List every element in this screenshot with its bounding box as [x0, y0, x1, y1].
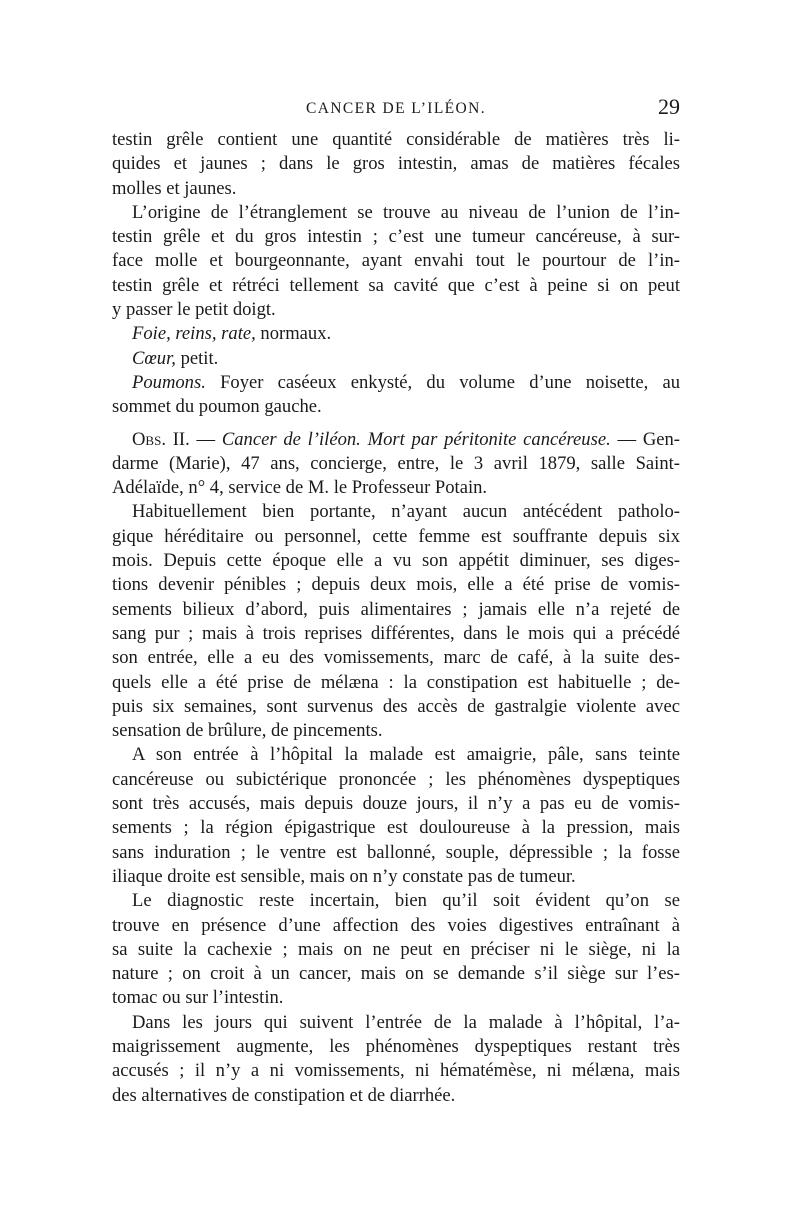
text-line: sont très accusés, mais depuis douze jours, il n’y a pas eu de vomis-	[112, 793, 680, 815]
text-line: tions devenir pénibles ; depuis deux mois, elle a été prise de vomis-	[112, 574, 680, 596]
organ-label: Poumons.	[132, 371, 206, 393]
obs-label: Obs. II.	[132, 428, 190, 450]
text-line: A son entrée à l’hôpital la malade est amaigrie, pâle, sans teinte	[132, 744, 680, 766]
page-header	[112, 94, 680, 122]
paragraph-5	[112, 889, 680, 1010]
text-line: sensation de brûlure, de pincements.	[112, 720, 383, 742]
organ-text: Foyer caséeux enkysté, du volume d’une noisette, au	[205, 371, 680, 393]
text-line: sang pur ; mais à trois reprises différentes, dans le mois qui a précédé	[112, 622, 680, 644]
text-line: des alternatives de constipation et de diarrhée.	[112, 1084, 456, 1106]
text-line: quels elle a été prise de mélæna : la constipation est habituelle ; de-	[112, 671, 680, 693]
text-line: Adélaïde, n° 4, service de M. le Professeur Potain.	[112, 477, 488, 499]
organ-entry-coeur	[112, 347, 680, 371]
text-line: puis six semaines, sont survenus des accès de gastralgie violente avec	[112, 695, 680, 717]
text-line: mois. Depuis cette époque elle a vu son appétit diminuer, ses diges-	[112, 550, 680, 572]
text-line: son entrée, elle a eu des vomissements, marc de café, à la suite des-	[112, 647, 680, 669]
obs-title-line	[112, 428, 680, 452]
text-line: Le diagnostic reste incertain, bien qu’il soit évident qu’on se	[132, 890, 680, 912]
text-line: molles et jaunes.	[112, 177, 237, 199]
paragraph-6	[112, 1011, 680, 1108]
text-line: sans induration ; le ventre est ballonné, souple, dépressible ; la fosse	[112, 841, 680, 863]
text-line: face molle et bourgeonnante, ayant envahi tout le pourtour de l’in-	[112, 250, 680, 272]
text-line: L’origine de l’étranglement se trouve au niveau de l’union de l’in-	[132, 201, 680, 223]
organ-label: Foie, reins, rate,	[132, 323, 256, 345]
text-line: testin grêle et rétréci tellement sa cavité que c’est à peine si on peut	[112, 274, 680, 296]
text-line: sements bilieux d’abord, puis alimentaires ; jamais elle n’a rejeté de	[112, 598, 680, 620]
organ-text: petit.	[175, 347, 219, 369]
text-line: tomac ou sur l’intestin.	[112, 987, 284, 1009]
text-line: gique héréditaire ou personnel, cette femme est souffrante depuis six	[112, 525, 680, 547]
organs-list	[112, 322, 680, 419]
page-number: 29	[658, 94, 680, 119]
organ-label: Cœur,	[132, 347, 176, 369]
organ-entry-poumons	[112, 371, 680, 395]
paragraph-4	[112, 743, 680, 889]
text-line: quides et jaunes ; dans le gros intestin, amas de matières fécales	[112, 153, 680, 175]
text-line: cancéreuse ou subictérique prononcée ; les phénomènes dyspeptiques	[112, 768, 680, 790]
text-line: nature ; on croit à un cancer, mais on se demande s’il siège sur l’es-	[112, 963, 680, 985]
text-line: sommet du poumon gauche.	[112, 396, 322, 418]
obs-dash: —	[189, 428, 222, 450]
organ-text: normaux.	[255, 323, 332, 345]
paragraph-2	[112, 201, 680, 322]
text-line: Habituellement bien portante, n’ayant aucun antécédent patholo-	[132, 501, 680, 523]
text-line: sements ; la région épigastrique est douloureuse à la pression, mais	[112, 817, 680, 839]
body-text	[112, 128, 680, 1108]
text-line: accusés ; il n’y a ni vomissements, ni hématémèse, ni mélæna, mais	[112, 1060, 680, 1082]
text-line: testin grêle et du gros intestin ; c’est une tumeur cancéreuse, à sur-	[112, 226, 680, 248]
text-line: maigrissement augmente, les phénomènes dyspeptiques restant très	[112, 1035, 680, 1057]
obs-dash: — Gen-	[610, 428, 680, 450]
organ-entry-foie	[112, 322, 680, 346]
text-line: y passer le petit doigt.	[112, 299, 276, 321]
spacer	[112, 420, 680, 428]
text-line: darme (Marie), 47 ans, concierge, entre, le 3 avril 1879, salle Saint-	[112, 452, 680, 474]
observation-heading	[112, 428, 680, 501]
text-line: trouve en présence d’une affection des voies digestives entraînant à	[112, 914, 680, 936]
text-line: testin grêle contient une quantité considérable de matières très li-	[112, 129, 680, 150]
text-line: Dans les jours qui suivent l’entrée de la malade à l’hôpital, l’a-	[132, 1011, 680, 1033]
paragraph-1	[112, 128, 680, 201]
text-line: iliaque droite est sensible, mais on n’y constate pas de tumeur.	[112, 865, 576, 887]
obs-title: Cancer de l’iléon. Mort par péritonite cancéreuse.	[221, 428, 611, 450]
text-line: sa suite la cachexie ; mais on ne peut en préciser ni le siège, ni la	[112, 938, 680, 960]
paragraph-3	[112, 500, 680, 743]
running-head: CANCER DE L’ILÉON.	[305, 100, 487, 117]
